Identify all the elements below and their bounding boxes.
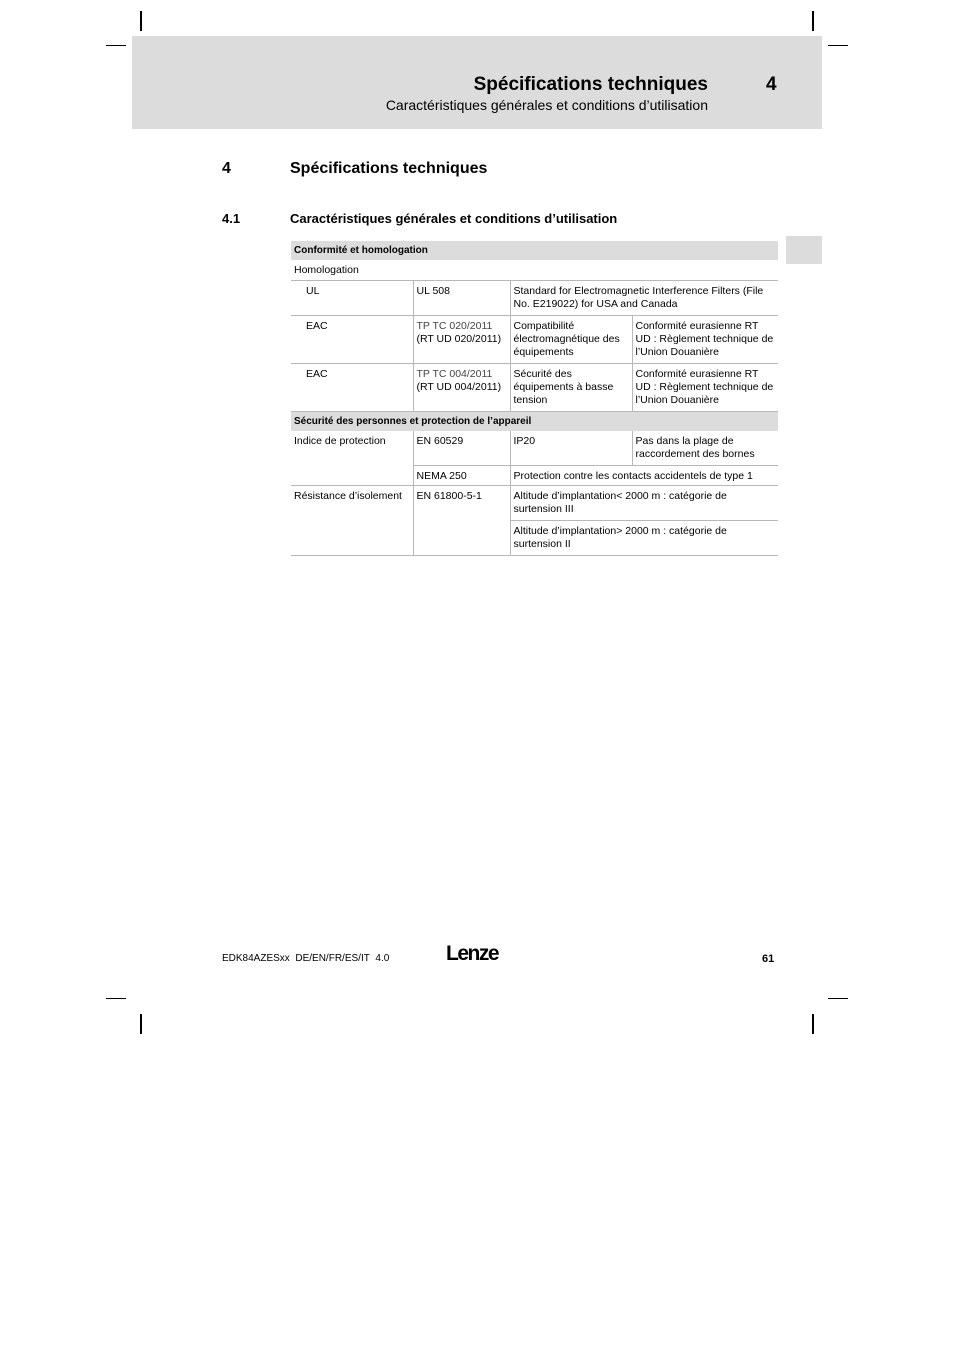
footer-doc-info xyxy=(222,953,389,964)
table-section-header xyxy=(291,412,778,432)
row-note-eac: Conformité eurasienne RT UD : Règlement technique de l’Union Douanière xyxy=(632,316,778,364)
table-row xyxy=(291,486,778,521)
footer-version: 4.0 xyxy=(375,953,390,964)
table-row xyxy=(291,281,778,316)
footer-languages: DE/EN/FR/ES/IT xyxy=(295,953,370,964)
row-standard-eac xyxy=(413,316,510,364)
table-row xyxy=(291,431,778,466)
lenze-logo: Lenze xyxy=(446,942,499,965)
row-description-ul: Standard for Electromagnetic Interference Filters (File No. E219022) for USA and Canada xyxy=(510,281,778,316)
crop-mark xyxy=(106,45,126,46)
standard-code-alt: (RT UD 004/2011) xyxy=(416,381,502,393)
row-label-insulation: Résistance d’isolement xyxy=(291,486,413,556)
crop-mark xyxy=(812,11,814,31)
group-label-homologation: Homologation xyxy=(294,264,359,276)
row-description-eac: Sécurité des équipements à basse tension xyxy=(510,364,632,412)
footer-doc-id: EDK84AZESxx xyxy=(222,953,290,964)
row-standard-eac xyxy=(413,364,510,412)
row-label-eac: EAC xyxy=(291,316,413,364)
standard-code: TP TC 004/2011 xyxy=(416,368,493,380)
page-number: 61 xyxy=(762,953,775,965)
row-standard-en61800: EN 61800-5-1 xyxy=(413,486,510,556)
table-section-header xyxy=(291,241,778,260)
subsection-number: 4.1 xyxy=(222,211,241,226)
row-standard-ul: UL 508 xyxy=(413,281,510,316)
row-label-protection: Indice de protection xyxy=(291,431,413,486)
standard-code: TP TC 020/2011 xyxy=(416,320,493,332)
row-value-insulation-high: Altitude d’implantation> 2000 m : catégorie de surtension II xyxy=(510,521,778,556)
row-value-nema250: Protection contre les contacts accidentels de type 1 xyxy=(510,466,778,486)
row-value-insulation-low: Altitude d’implantation< 2000 m : catégorie de surtension III xyxy=(510,486,778,521)
header-subtitle: Caractéristiques générales et conditions d’utilisation xyxy=(385,97,708,113)
chapter-side-tab xyxy=(786,236,822,264)
row-description-eac: Compatibilité électromagnétique des équipements xyxy=(510,316,632,364)
crop-mark xyxy=(828,45,848,46)
row-note-eac: Conformité eurasienne RT UD : Règlement technique de l’Union Douanière xyxy=(632,364,778,412)
table-row xyxy=(291,316,778,364)
row-label-ul: UL xyxy=(291,281,413,316)
row-standard-en60529: EN 60529 xyxy=(413,431,510,466)
section-heading-safety: Sécurité des personnes et protection de l’appareil xyxy=(291,412,778,432)
header-title: Spécifications techniques xyxy=(473,74,708,95)
section-number: 4 xyxy=(222,160,231,177)
crop-mark xyxy=(140,11,142,31)
row-standard-nema250: NEMA 250 xyxy=(413,466,510,486)
crop-mark xyxy=(106,998,126,999)
page-header xyxy=(132,36,822,129)
row-note-ip20: Pas dans la plage de raccordement des bornes xyxy=(632,431,778,466)
standard-code-alt: (RT UD 020/2011) xyxy=(416,333,502,345)
subsection-title: Caractéristiques générales et conditions d’utilisation xyxy=(290,211,618,226)
table-row xyxy=(291,260,778,281)
row-label-eac: EAC xyxy=(291,364,413,412)
crop-mark xyxy=(828,998,848,999)
table-row xyxy=(291,364,778,412)
section-heading-conformity: Conformité et homologation xyxy=(291,241,778,260)
section-title: Spécifications techniques xyxy=(290,160,488,177)
crop-mark xyxy=(140,1014,142,1034)
row-value-ip20: IP20 xyxy=(510,431,632,466)
header-chapter-number: 4 xyxy=(766,74,777,95)
spec-table xyxy=(291,241,778,556)
crop-mark xyxy=(812,1014,814,1034)
